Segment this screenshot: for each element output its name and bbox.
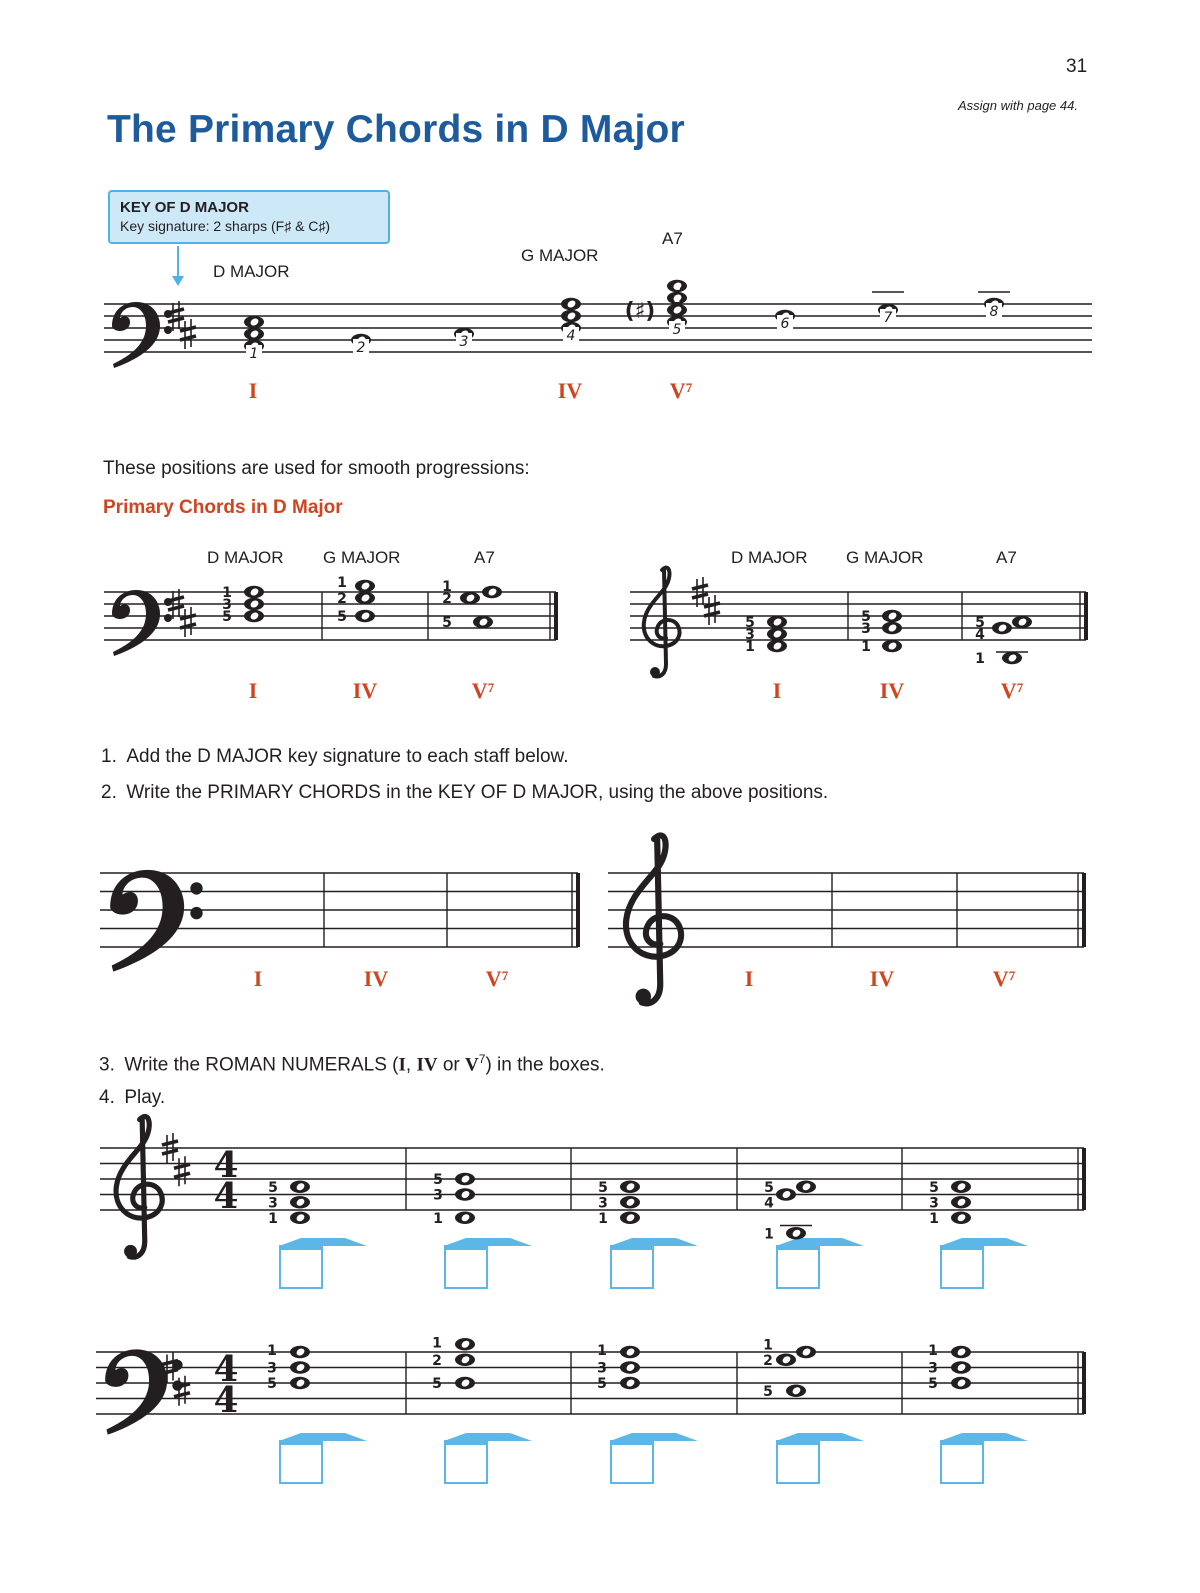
scale-degree: 8: [989, 304, 999, 320]
whole-note-icon: [455, 1354, 475, 1366]
play-bass-finger: 5: [763, 1383, 773, 1400]
play-treble-finger: 3: [929, 1195, 939, 1212]
play-treble-finger: 5: [268, 1179, 278, 1196]
play-treble-finger: 1: [598, 1210, 608, 1227]
ws-bass-roman-iv: IV: [363, 966, 389, 991]
play-bass-finger: 3: [597, 1360, 607, 1377]
ex-bass-finger: 2: [442, 591, 452, 607]
whole-note-icon: [882, 610, 902, 622]
ex-bass-finger: 2: [337, 591, 347, 607]
play-treble-finger: 5: [764, 1179, 774, 1196]
bass-clef-dot: [190, 907, 202, 919]
whole-note-icon: [951, 1346, 971, 1358]
sharp-bar: [168, 309, 184, 313]
ws-bass-roman-v7-base: V: [485, 966, 502, 991]
treble-clef-dot: [124, 1245, 137, 1258]
bass-clef-icon: [112, 302, 172, 368]
ex-treble-label-g: G MAJOR: [846, 548, 924, 567]
ex-treble-finger: 4: [975, 627, 985, 643]
sharp-icon: [180, 319, 196, 349]
whole-note-icon: [776, 1354, 796, 1366]
play-bass-finger: 5: [267, 1376, 277, 1392]
whole-note-icon: [620, 1181, 640, 1193]
ex-bass-label-g: G MAJOR: [323, 548, 401, 567]
ex-bass-roman-v7-sup: 7: [487, 680, 495, 695]
roman-i: I: [248, 378, 258, 403]
a7-letter-g: G: [673, 283, 681, 293]
ex-treble-label-a7: A7: [996, 548, 1017, 567]
play-treble-finger: 1: [764, 1226, 774, 1243]
play-treble-finger: 3: [598, 1195, 608, 1212]
ex-bass-label-d: D MAJOR: [207, 548, 284, 567]
ex-treble-finger: 1: [745, 639, 755, 655]
ex-bass-roman-v7-base: V: [471, 678, 488, 703]
ex-treble-finger: 5: [745, 615, 755, 631]
sharp-bar: [174, 1164, 190, 1168]
ex-bass-roman-iv: IV: [352, 678, 378, 703]
play-treble-finger: 5: [929, 1179, 939, 1196]
whole-note-icon: [290, 1346, 310, 1358]
whole-note-icon: [882, 622, 902, 634]
whole-note-icon: [620, 1377, 640, 1389]
whole-note-icon: [244, 598, 264, 610]
ex-bass-finger: 1: [337, 575, 347, 591]
ex-treble-finger: 3: [861, 621, 871, 637]
page-number: 31: [1066, 56, 1088, 77]
whole-note-icon: [244, 316, 264, 328]
whole-note-icon: [786, 1227, 806, 1239]
whole-note-icon: [244, 328, 264, 340]
whole-note-icon: [767, 628, 787, 640]
bass-clef-body: [105, 1349, 167, 1434]
time-signature-bottom: 4: [213, 1380, 239, 1421]
sharp-bar: [168, 606, 184, 610]
step-3-iv: IV: [416, 1054, 438, 1076]
bass-clef-body: [112, 590, 160, 656]
whole-note-icon: [455, 1212, 475, 1224]
whole-note-icon: [561, 310, 581, 322]
roman-iv: IV: [557, 378, 583, 403]
ex-treble-label-d: D MAJOR: [731, 548, 808, 567]
sharp-icon: [174, 1156, 190, 1186]
whole-note-icon: [455, 1338, 475, 1350]
whole-note-icon: [767, 640, 787, 652]
bass-clef-dot: [164, 614, 172, 622]
key-callout-title: KEY OF D MAJOR: [120, 199, 249, 216]
sharp-icon: [180, 607, 196, 637]
whole-note-icon: [455, 1377, 475, 1389]
step-3-i: I: [398, 1054, 406, 1076]
whole-note-icon: [620, 1212, 640, 1224]
play-treble-finger: 3: [268, 1195, 278, 1212]
treble-clef-body: [644, 568, 680, 677]
ex-bass-finger: 1: [442, 579, 452, 595]
whole-note-icon: [355, 580, 375, 592]
intro-sentence: These positions are used for smooth progressions:: [103, 458, 530, 479]
label-d-major: D MAJOR: [213, 262, 290, 281]
step-3-text-b: ) in the boxes.: [485, 1054, 605, 1076]
whole-note-icon: [951, 1361, 971, 1373]
play-treble-finger: 1: [268, 1210, 278, 1227]
time-signature-top: 4: [213, 1145, 239, 1186]
bass-clef-icon: [110, 870, 203, 972]
play-bass-finger: 3: [267, 1360, 277, 1377]
ex-bass-finger: 5: [337, 609, 347, 625]
play-treble-finger: 1: [929, 1210, 939, 1227]
ex-bass-finger: 5: [222, 609, 232, 625]
whole-note-icon: [355, 592, 375, 604]
treble-clef-icon: [116, 1117, 162, 1258]
whole-note-icon: [882, 640, 902, 652]
bass-clef-icon: [112, 590, 172, 656]
whole-note-icon: [561, 298, 581, 310]
whole-note-icon: [460, 592, 480, 604]
scale-degree: 2: [356, 340, 366, 356]
treble-clef-icon: [644, 568, 680, 677]
whole-note-icon: [951, 1181, 971, 1193]
bass-clef-body: [112, 302, 160, 368]
sharp-bar: [174, 1393, 190, 1397]
play-treble-finger: 5: [598, 1179, 608, 1196]
whole-note-icon: [1012, 616, 1032, 628]
play-treble-finger: 4: [764, 1195, 774, 1212]
whole-note-icon: [786, 1385, 806, 1397]
ex-bass-roman-i: I: [248, 678, 258, 703]
treble-clef-body: [116, 1117, 162, 1258]
ex-treble-finger: 5: [975, 615, 985, 631]
whole-note-icon: [290, 1361, 310, 1373]
sharp-bar: [168, 318, 184, 322]
ex-bass-finger: 1: [222, 585, 232, 601]
whole-note-icon: [244, 610, 264, 622]
play-bass-finger: 3: [928, 1360, 938, 1377]
step-2: 2. Write the PRIMARY CHORDS in the KEY OF D MAJOR, using the above positions.: [101, 782, 829, 803]
whole-note-icon: [796, 1346, 816, 1358]
scale-degree: 4: [566, 328, 576, 344]
ex-bass-label-a7: A7: [474, 548, 495, 567]
ex-treble-roman-v7-base: V: [1000, 678, 1017, 703]
whole-note-icon: [620, 1346, 640, 1358]
whole-note-icon: [620, 1361, 640, 1373]
section-heading: Primary Chords in D Major: [103, 497, 343, 518]
sharp-bar: [162, 1150, 178, 1154]
play-bass-finger: 1: [928, 1343, 938, 1359]
bass-clef-dot: [164, 326, 172, 334]
a7-letter-e: E: [673, 295, 681, 305]
treble-clef-dot: [636, 989, 651, 1004]
whole-note-icon: [473, 616, 493, 628]
whole-note-icon: [951, 1212, 971, 1224]
play-bass-finger: 1: [763, 1337, 773, 1354]
whole-note-icon: [951, 1377, 971, 1389]
whole-note-icon: [355, 610, 375, 622]
page-title: The Primary Chords in D Major: [107, 108, 685, 151]
whole-note-icon: [244, 586, 264, 598]
whole-note-icon: [951, 1196, 971, 1208]
whole-note-icon: [767, 616, 787, 628]
assign-note: Assign with page 44.: [958, 98, 1078, 113]
sharp-bar: [692, 585, 708, 589]
play-bass-finger: 2: [763, 1352, 773, 1369]
key-callout-subtitle: Key signature: 2 sharps (F♯ & C♯): [120, 218, 331, 234]
whole-note-icon: [1002, 652, 1022, 664]
ex-treble-roman-iv: IV: [879, 678, 905, 703]
treble-clef-icon: [626, 835, 681, 1004]
bass-clef-body: [110, 870, 184, 972]
ex-bass-finger: 3: [222, 597, 232, 613]
whole-note-icon: [455, 1173, 475, 1185]
whole-note-icon: [290, 1181, 310, 1193]
ex-treble-finger: 3: [745, 627, 755, 643]
play-treble-finger: 3: [433, 1187, 443, 1204]
ws-bass-roman-v7-sup: 7: [501, 968, 509, 983]
whole-note-icon: [620, 1196, 640, 1208]
whole-note-icon: [667, 304, 687, 316]
ws-treble-roman-v7-sup: 7: [1008, 968, 1016, 983]
step-3-sep: ,: [405, 1054, 417, 1076]
scale-degree: 7: [883, 310, 893, 326]
step-3-v: V: [465, 1054, 479, 1076]
roman-v7-base: V: [669, 378, 686, 403]
sharp-icon: [704, 595, 720, 625]
ex-bass-finger: 5: [442, 615, 452, 631]
whole-note-icon: [796, 1181, 816, 1193]
roman-v7-sup: 7: [685, 380, 693, 395]
ws-treble-roman-iv: IV: [869, 966, 895, 991]
time-signature-bottom: 4: [213, 1176, 239, 1217]
label-g-major: G MAJOR: [521, 246, 599, 265]
step-3-sup: 7: [478, 1052, 486, 1066]
scale-degree: 6: [780, 316, 790, 332]
ws-treble-roman-v7-base: V: [992, 966, 1009, 991]
ex-treble-roman-v7-sup: 7: [1016, 680, 1024, 695]
step-3-or: or: [437, 1054, 466, 1076]
ws-treble-roman-i: I: [744, 966, 754, 991]
play-bass-finger: 5: [597, 1376, 607, 1392]
sharp-bar: [162, 1141, 178, 1145]
play-bass-finger: 5: [432, 1376, 442, 1392]
step-3-text-a: 3. Write the ROMAN NUMERALS (: [99, 1054, 399, 1076]
play-treble-finger: 1: [433, 1210, 443, 1227]
label-a7: A7: [662, 229, 683, 248]
ex-treble-finger: 1: [975, 651, 985, 667]
ex-treble-roman-i: I: [772, 678, 782, 703]
ex-treble-finger: 5: [861, 609, 871, 625]
play-treble-finger: 5: [433, 1172, 443, 1188]
sharp-bar: [168, 597, 184, 601]
time-signature-top: 4: [213, 1349, 239, 1390]
whole-note-icon: [290, 1377, 310, 1389]
play-bass-finger: 5: [928, 1376, 938, 1392]
scale-degree: 3: [459, 334, 469, 350]
bass-clef-dot: [190, 882, 202, 894]
whole-note-icon: [992, 622, 1012, 634]
sharp-bar: [692, 594, 708, 598]
scale-degree: 5: [672, 322, 682, 338]
whole-note-icon: [776, 1188, 796, 1200]
optional-sharp: (♯): [624, 299, 656, 324]
sharp-icon: [174, 1376, 190, 1406]
treble-clef-dot: [650, 667, 660, 677]
treble-clef-body: [626, 835, 681, 1003]
whole-note-icon: [290, 1212, 310, 1224]
whole-note-icon: [290, 1196, 310, 1208]
whole-note-icon: [482, 586, 502, 598]
ws-bass-roman-i: I: [253, 966, 263, 991]
whole-note-icon: [455, 1188, 475, 1200]
ex-treble-finger: 1: [861, 639, 871, 655]
scale-degree: 1: [249, 346, 259, 362]
sharp-bar: [174, 1173, 190, 1177]
play-bass-finger: 2: [432, 1352, 442, 1369]
play-bass-finger: 1: [432, 1335, 442, 1352]
step-4: 4. Play.: [99, 1087, 166, 1108]
play-bass-finger: 1: [267, 1343, 277, 1359]
step-1: 1. Add the D MAJOR key signature to each staff below.: [101, 746, 569, 767]
play-bass-finger: 1: [597, 1343, 607, 1359]
